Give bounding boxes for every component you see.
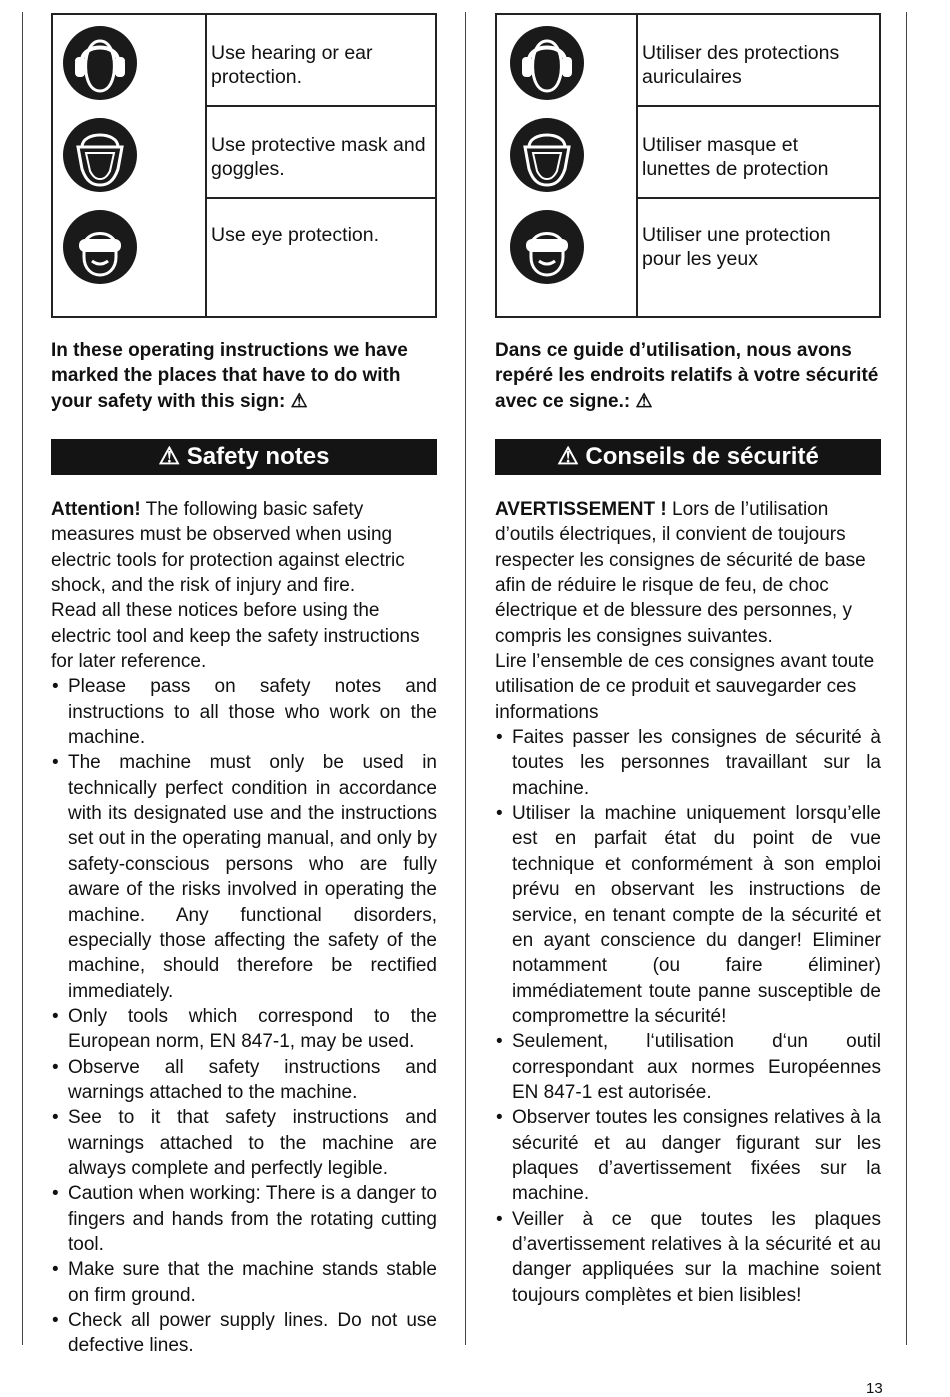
eye-protection-icon: [62, 209, 138, 285]
read-notice: Lire l’ensemble de ces consignes avant toute utilisation de ce produit et sauvegarder ces: [495, 651, 875, 698]
attention-paragraph: [495, 497, 881, 649]
list-item: • See to it that safety instructions and warnings attached to the machine are always complete and perfectly legible.: [51, 1105, 437, 1181]
attention-paragraph: [51, 497, 437, 598]
attention-text: Lors de l’utilisation d’outils électriques, il convient de toujours respecter les consignes de sécurité de base afin de réduire le risque de feu, de choc électrique et de blessure des personnes, y compris les consignes suivantes.: [495, 499, 866, 647]
read-notice: Read all these notices before using the electric tool and keep the safety instructions for later reference.: [51, 600, 420, 673]
french-column: [495, 13, 881, 1308]
safety-sign-intro: Dans ce guide d’utilisation, nous avons repéré les endroits relatifs à votre sécurité avec ce signe.: ⚠: [495, 340, 879, 412]
list-item: • Please pass on safety notes and instructions to all those who work on the machine.: [51, 674, 437, 750]
list-item: • Only tools which correspond to the European norm, EN 847-1, may be used.: [51, 1004, 437, 1055]
list-item: • Veiller à ce que toutes les plaques d’avertissement relatives à la sécurité et au danger appliquées sur la machine soient toujours complètes et bien lisibles!: [495, 1207, 881, 1308]
list-item: • Seulement, l‘utilisation d‘un outil correspondant aux normes Européennes EN 847-1 est autorisée.: [495, 1029, 881, 1105]
icon-text-eye: [205, 199, 435, 316]
eye-protection-icon: [509, 209, 585, 285]
safety-list: [495, 725, 881, 1308]
hearing-protection-icon: [509, 25, 585, 101]
list-item: • Faites passer les consignes de sécurité à toutes les personnes travaillant sur la machine.: [495, 725, 881, 801]
mask-goggles-label: Utiliser masque et lunettes de protection: [642, 134, 829, 180]
right-margin-rule: [906, 12, 907, 1345]
attention-text: The following basic safety measures must be observed when using electric tools for protection against electric shock, and the risk of injury and fire.: [51, 499, 405, 597]
list-item: • Observe all safety instructions and warnings attached to the machine.: [51, 1055, 437, 1106]
attention-label: AVERTISSEMENT !: [495, 499, 667, 520]
icon-text-hearing: [205, 15, 435, 107]
list-item: • Observer toutes les consignes relatives à la sécurité et au danger figurant sur les plaques d’avertissement fixées sur la machine.: [495, 1105, 881, 1206]
icon-text-mask: [205, 107, 435, 199]
mask-goggles-label: Use protective mask and goggles.: [211, 134, 426, 180]
safety-body: [51, 497, 437, 1359]
mask-goggles-icon: [62, 117, 138, 193]
english-column: [51, 13, 437, 1359]
hearing-protection-label: Utiliser des protections auriculaires: [642, 42, 840, 88]
hearing-protection-icon: [62, 25, 138, 101]
hearing-protection-label: Use hearing or ear protection.: [211, 42, 373, 88]
list-item: • Check all power supply lines. Do not use defective lines.: [51, 1308, 437, 1359]
page-number: 13: [866, 1380, 883, 1397]
icon-text-mask: [636, 107, 879, 199]
safety-sign-intro: In these operating instructions we have marked the places that have to do with your safety with this sign: ⚠: [51, 340, 408, 412]
left-margin-rule: [22, 12, 23, 1345]
safety-list: [51, 674, 437, 1358]
section-banner: ⚠ Safety notes: [51, 439, 437, 475]
list-item: • Utiliser la machine uniquement lorsqu’elle est en parfait état du point de vue technique et conformément à son emploi prévu en observant les instructions de service, en tenant compte de la sécurité et en ayant conscience du danger! Eliminer notamment (ou faire éliminer) immédiatement toute panne susceptible de compromettre la sécurité!: [495, 801, 881, 1029]
section-banner: ⚠ Conseils de sécurité: [495, 439, 881, 475]
read-notice-continued: informations: [495, 701, 599, 723]
safety-body: [495, 497, 881, 1308]
icon-text-hearing: [636, 15, 879, 107]
eye-protection-label: Use eye protection.: [211, 224, 380, 246]
list-item: • Make sure that the machine stands stable on firm ground.: [51, 1257, 437, 1308]
list-item: • Caution when working: There is a danger to fingers and hands from the rotating cutting tool.: [51, 1181, 437, 1257]
ppe-icon-table: [495, 13, 881, 318]
mask-goggles-icon: [509, 117, 585, 193]
eye-protection-label: Utiliser une protection pour les yeux: [642, 224, 831, 270]
ppe-icon-table: [51, 13, 437, 318]
attention-label: Attention!: [51, 499, 141, 520]
icon-text-eye: [636, 199, 879, 316]
center-rule: [465, 12, 466, 1345]
list-item: • The machine must only be used in technically perfect condition in accordance with its designated use and the instructions set out in the operating manual, and only by safety-conscious persons who are fully aware of the risks involved in operating the machine. Any functional disorders, especially those affecting the safety of the machine, should therefore be rectified immediately.: [51, 750, 437, 1003]
